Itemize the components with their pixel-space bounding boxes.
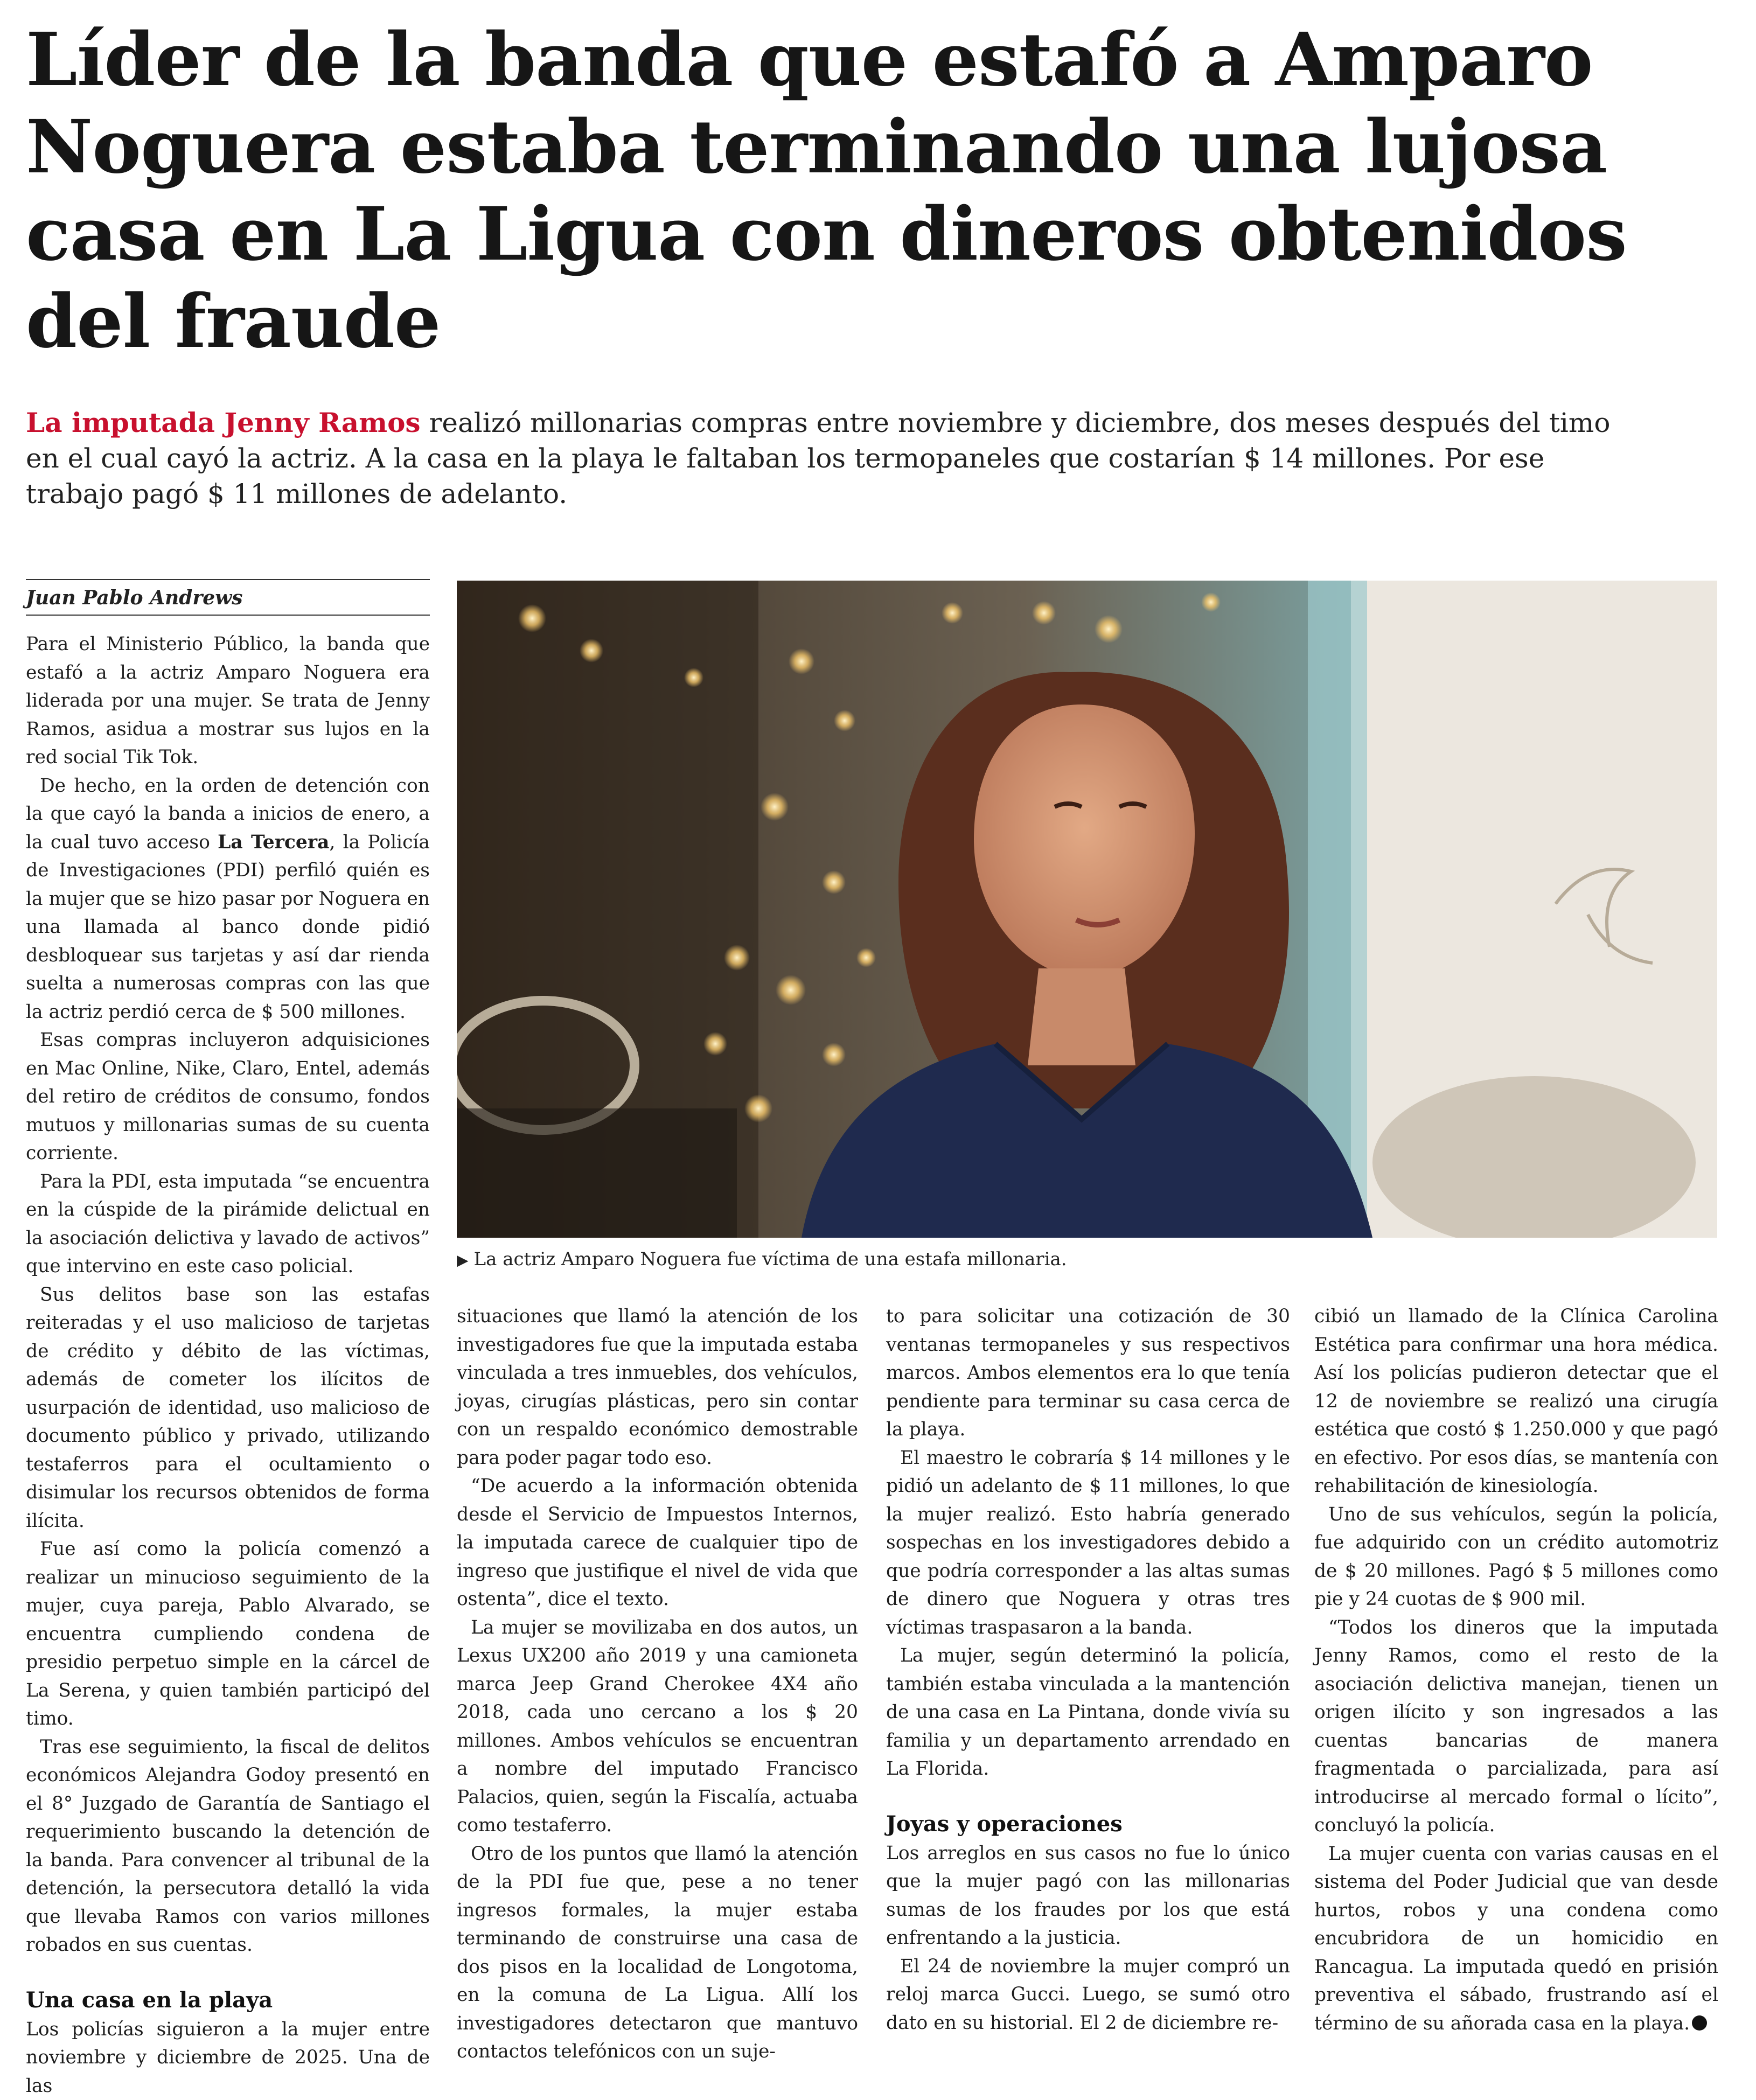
paragraph: El 24 de noviembre la mujer compró un reloj marca Gucci. Luego, se sumó otro dato en su historial. El 2 de diciembre re-: [886, 1952, 1290, 2038]
article-column-4: [1314, 1302, 1718, 2038]
article-photo: [457, 581, 1717, 1238]
article-column-2: [457, 1302, 858, 2066]
paragraph: Los arreglos en sus casos no fue lo único que la mujer pagó con las millonarias sumas de los fraudes por los que está enfrentando a la justicia.: [886, 1839, 1290, 1952]
text-run: De hecho, en la orden de detención con la que cayó la banda a inicios de enero, a la cual tuvo acceso: [26, 775, 430, 853]
photo-caption: [457, 1247, 1696, 1272]
paragraph: [1314, 1840, 1718, 2038]
paragraph: Sus delitos base son las estafas reiteradas y el uso malicioso de tarjetas de crédito y débito de las víctimas, además de cometer los ilícitos de usurpación de identidad, uso malicioso de documento público y privado, utilizando testaferros para el ocultamiento o disimular los recursos obtenidos de forma ilícita.: [26, 1281, 430, 1536]
paragraph: La mujer se movilizaba en dos autos, un Lexus UX200 año 2019 y una camioneta marca Jeep Grand Cherokee 4X4 año 2018, cada uno cercano a los $ 20 millones. Ambos vehículos se encuentran a nombre del imputado Francisco Palacios, quien, según la Fiscalía, actuaba como testaferro.: [457, 1614, 858, 1840]
paragraph: Para la PDI, esta imputada “se encuentra en la cúspide de la pirámide delictual en la asociación delictiva y lavado de activos” que intervino en este caso policial.: [26, 1168, 430, 1281]
paragraph: to para solicitar una cotización de 30 ventanas termopaneles y sus respectivos marcos. Ambos elementos era lo que tenía pendiente para terminar su casa cerca de la playa.: [886, 1302, 1290, 1444]
publication-name: La Tercera: [218, 832, 329, 853]
paragraph: Tras ese seguimiento, la fiscal de delitos económicos Alejandra Godoy presentó en el 8° Juzgado de Garantía de Santiago el requerimiento buscando la detención de la banda. Para convencer al tribunal de la detención, la persecutora detalló la vida que llevaba Ramos con varios millones robados en sus cuentas.: [26, 1733, 430, 1959]
deck-text: realizó millonarias compras entre noviembre y diciembre, dos meses después del timo en el cual cayó la actriz. A la casa en la playa le faltaban los termopaneles que costarían $ 14 millones. Por ese trabajo pagó $ 11 millones de adelanto.: [26, 407, 1610, 510]
text-run: La mujer cuenta con varias causas en el sistema del Poder Judicial que van desde hurtos, robos y una condena como encubridora de un homicidio en Rancagua. La imputada quedó en prisión preventiva el sábado, frustrando así el término de su añorada casa en la playa.: [1314, 1843, 1718, 2034]
paragraph: El maestro le cobraría $ 14 millones y le pidió un adelanto de $ 11 millones, lo que la mujer realizó. Esto habría generado sospechas en los investigadores debido a que podría corresponder a las altas sumas de dinero que Noguera y otras tres víctimas traspasaron a la banda.: [886, 1444, 1290, 1642]
paragraph: Esas compras incluyeron adquisiciones en Mac Online, Nike, Claro, Entel, además del retiro de créditos de consumo, fondos mutuos y millonarias sumas de su cuenta corriente.: [26, 1026, 430, 1168]
paragraph: [26, 772, 430, 1027]
subheading: Una casa en la playa: [26, 1985, 430, 2015]
caption-arrow-icon: ▶: [457, 1251, 469, 1269]
text-run: , la Policía de Investigaciones (PDI) perfiló quién es la mujer que se hizo pasar por Noguera en una llamada al banco donde pidió desbloquear sus tarjetas y así dar rienda suelta a numerosas compras con las que la actriz perdió cerca de $ 500 millones.: [26, 832, 430, 1023]
photo-illustration: [457, 581, 1717, 1238]
paragraph: Fue así como la policía comenzó a realizar un minucioso seguimiento de la mujer, cuya pareja, Pablo Alvarado, se encuentra cumpliendo condena de presidio perpetuo simple en la cárcel de La Serena, y quien también participó del timo.: [26, 1535, 430, 1733]
deck: [26, 405, 1642, 512]
article-column-1: [26, 630, 430, 2100]
paragraph: Otro de los puntos que llamó la atención de la PDI fue que, pese a no tener ingresos formales, la mujer estaba terminando de construirse una casa de dos pisos en la localidad de Longotoma, en la comuna de La Ligua. Allí los investigadores detectaron que mantuvo contactos telefónicos con un suje-: [457, 1840, 858, 2066]
paragraph: Para el Ministerio Público, la banda que estafó a la actriz Amparo Noguera era liderada por una mujer. Se trata de Jenny Ramos, asidua a mostrar sus lujos en la red social Tik Tok.: [26, 630, 430, 772]
paragraph: La mujer, según determinó la policía, también estaba vinculada a la mantención de una casa en La Pintana, donde vivía su familia y un departamento arrendado en La Florida.: [886, 1642, 1290, 1783]
paragraph: “De acuerdo a la información obtenida desde el Servicio de Impuestos Internos, la imputada carece de cualquier tipo de ingreso que justifique el nivel de vida que ostenta”, dice el texto.: [457, 1472, 858, 1614]
caption-text: La actriz Amparo Noguera fue víctima de una estafa millonaria.: [474, 1248, 1067, 1270]
article-column-3: [886, 1302, 1290, 2037]
paragraph: cibió un llamado de la Clínica Carolina Estética para confirmar una hora médica. Así los policías pudieron detectar que el 12 de noviembre se realizó una cirugía estética que costó $ 1.250.000 y que pagó en efectivo. Por esos días, se mantenía con rehabilitación de kinesiología.: [1314, 1302, 1718, 1501]
paragraph: Uno de sus vehículos, según la policía, fue adquirido con un crédito automotriz de $ 20 millones. Pagó $ 5 millones como pie y 24 cuotas de $ 900 mil.: [1314, 1501, 1718, 1614]
deck-highlight: La imputada Jenny Ramos: [26, 407, 421, 438]
headline: Líder de la banda que estafó a Amparo Noguera estaba terminando una lujosa casa en La Ligua con dineros obtenidos del fraude: [26, 16, 1706, 365]
end-mark-icon: [1692, 2015, 1707, 2031]
paragraph: “Todos los dineros que la imputada Jenny Ramos, como el resto de la asociación delictiva manejan, tienen un origen ilícito y son ingresados a las cuentas bancarias de manera fragmentada o parcializada, para así introducirse al mercado formal o lícito”, concluyó la policía.: [1314, 1614, 1718, 1840]
subheading: Joyas y operaciones: [886, 1809, 1290, 1839]
paragraph: Los policías siguieron a la mujer entre noviembre y diciembre de 2025. Una de las: [26, 2015, 430, 2100]
byline: Juan Pablo Andrews: [26, 579, 430, 616]
paragraph: situaciones que llamó la atención de los investigadores fue que la imputada estaba vinculada a tres inmuebles, dos vehículos, joyas, cirugías plásticas, pero sin contar con un respaldo económico demostrable para poder pagar todo eso.: [457, 1302, 858, 1472]
